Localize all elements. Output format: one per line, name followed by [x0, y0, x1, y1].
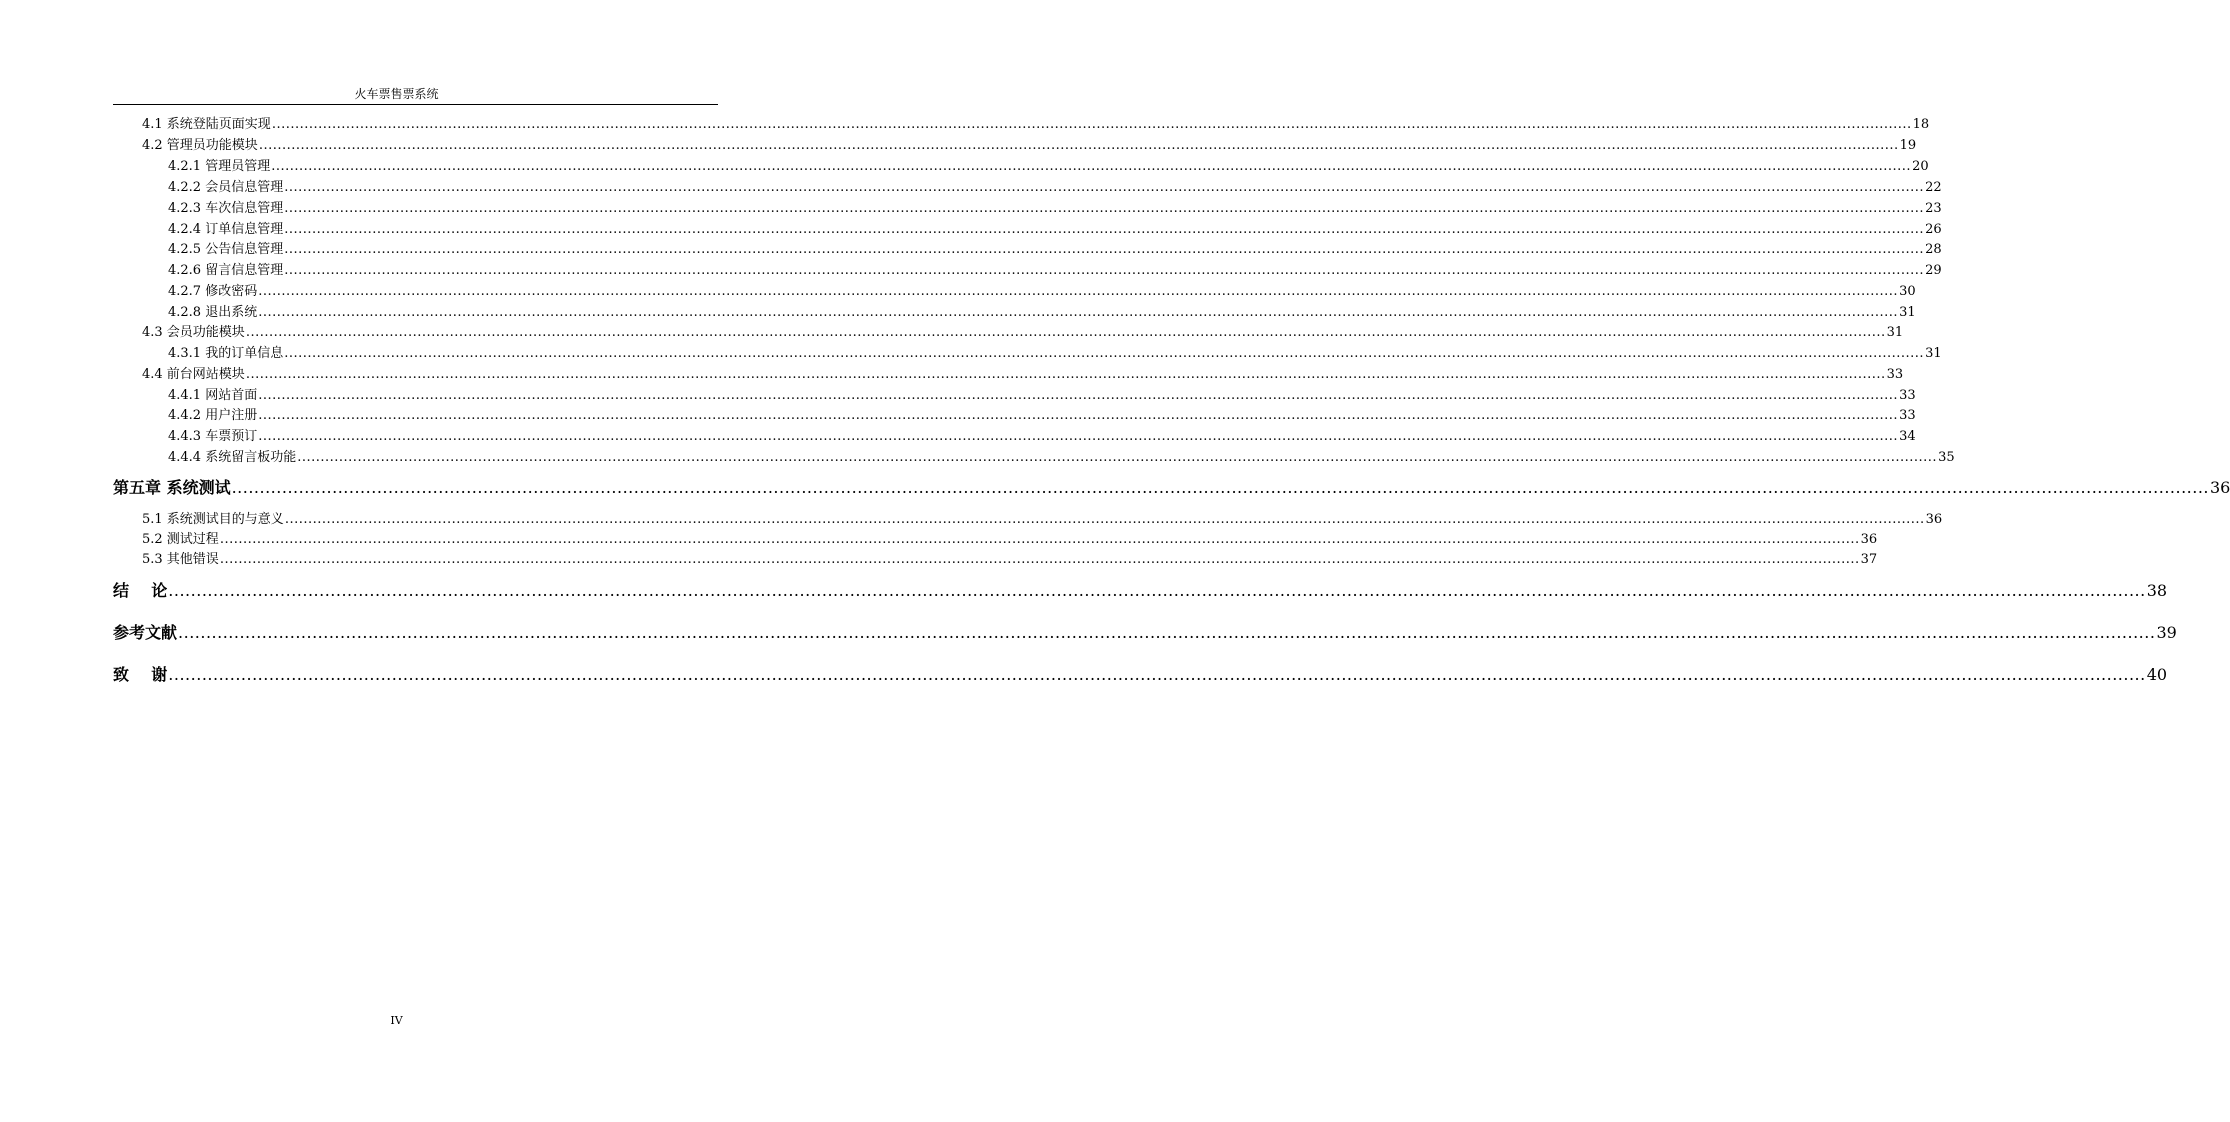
toc-entry-page: 34 — [1899, 429, 1916, 444]
toc-leader-dots: .................................................................................................................................................................................................................................................................................................................................................................. — [168, 581, 2146, 600]
toc-entry-4-1[interactable] — [142, 116, 1930, 136]
toc-entry-page: 33 — [1899, 388, 1916, 403]
toc-leader-dots: .................................................................................................................................................................................................................................................................................................................................................................. — [231, 478, 2209, 497]
toc-entry-label: 4.2.4 订单信息管理 — [168, 222, 284, 237]
toc-entry-label: 4.1 系统登陆页面实现 — [142, 117, 271, 132]
toc-leader-dots: .................................................................................................................................................................................................................................................................................................................................................................. — [258, 388, 1899, 403]
toc-entry-label: 5.3 其他错误 — [142, 552, 219, 567]
toc-entry-page: 39 — [2156, 623, 2177, 642]
toc-leader-dots: .................................................................................................................................................................................................................................................................................................................................................................. — [271, 117, 1912, 132]
toc-entry-page: 30 — [1899, 284, 1916, 299]
toc-entry-label: 4.2.1 管理员管理 — [168, 159, 271, 174]
toc-entry-page: 36 — [1925, 512, 1943, 527]
toc-entry-page: 36 — [2210, 478, 2230, 497]
toc-leader-dots: .................................................................................................................................................................................................................................................................................................................................................................. — [168, 665, 2146, 684]
toc-entry-page: 31 — [1886, 325, 1904, 340]
toc-leader-dots: .................................................................................................................................................................................................................................................................................................................................................................. — [284, 512, 1925, 527]
toc-leader-dots: .................................................................................................................................................................................................................................................................................................................................................................. — [258, 305, 1899, 320]
toc-entry-page: 31 — [1899, 305, 1916, 320]
toc-entry-label: 5.1 系统测试目的与意义 — [142, 512, 284, 527]
toc-entry-label: 致 谢 — [113, 665, 168, 684]
toc-entry-page: 38 — [2146, 581, 2168, 600]
toc-entry-label: 结 论 — [113, 581, 168, 600]
toc-entry-acknowledgements[interactable] — [113, 664, 2168, 690]
toc-entry-4-2-6[interactable] — [168, 262, 1942, 282]
toc-entry-4-4-1[interactable] — [168, 387, 1916, 407]
page-number: IV — [390, 1014, 403, 1027]
toc-leader-dots: .................................................................................................................................................................................................................................................................................................................................................................. — [258, 138, 1899, 153]
toc-entry-label: 5.2 测试过程 — [142, 532, 219, 547]
toc-entry-label: 4.3 会员功能模块 — [142, 325, 245, 340]
toc-leader-dots: .................................................................................................................................................................................................................................................................................................................................................................. — [271, 159, 1912, 174]
toc-entry-4-2-1[interactable] — [168, 158, 1929, 178]
toc-entry-5-2[interactable] — [142, 531, 1878, 551]
toc-entry-4-4-4[interactable] — [168, 449, 1955, 469]
toc-leader-dots: .................................................................................................................................................................................................................................................................................................................................................................. — [284, 222, 1925, 237]
toc-entry-page: 35 — [1938, 450, 1955, 465]
toc-entry-page: 23 — [1925, 201, 1942, 216]
toc-entry-4-2-8[interactable] — [168, 304, 1916, 324]
toc-entry-page: 37 — [1860, 552, 1878, 567]
toc-entry-page: 20 — [1912, 159, 1929, 174]
toc-entry-4-3-1[interactable] — [168, 345, 1942, 365]
toc-entry-chapter-5[interactable] — [113, 477, 2230, 503]
toc-entry-5-3[interactable] — [142, 551, 1878, 571]
toc-entry-4-2-4[interactable] — [168, 221, 1942, 241]
toc-entry-page: 22 — [1925, 180, 1942, 195]
toc-entry-page: 29 — [1925, 263, 1942, 278]
toc-leader-dots: .................................................................................................................................................................................................................................................................................................................................................................. — [284, 346, 1925, 361]
toc-entry-label: 4.2.6 留言信息管理 — [168, 263, 284, 278]
toc-entry-4-2[interactable] — [142, 137, 1917, 157]
toc-entry-label: 4.4 前台网站模块 — [142, 367, 245, 382]
toc-leader-dots: .................................................................................................................................................................................................................................................................................................................................................................. — [219, 532, 1860, 547]
toc-leader-dots: .................................................................................................................................................................................................................................................................................................................................................................. — [258, 408, 1899, 423]
toc-leader-dots: .................................................................................................................................................................................................................................................................................................................................................................. — [258, 429, 1899, 444]
toc-entry-label: 4.4.3 车票预订 — [168, 429, 258, 444]
toc-entry-page: 18 — [1912, 117, 1930, 132]
toc-entry-4-4-2[interactable] — [168, 407, 1916, 427]
toc-entry-5-1[interactable] — [142, 511, 1943, 531]
toc-entry-label: 4.2.7 修改密码 — [168, 284, 258, 299]
toc-leader-dots: .................................................................................................................................................................................................................................................................................................................................................................. — [284, 180, 1925, 195]
toc-entry-page: 40 — [2146, 665, 2168, 684]
toc-entry-label: 4.4.1 网站首面 — [168, 388, 258, 403]
toc-leader-dots: .................................................................................................................................................................................................................................................................................................................................................................. — [258, 284, 1899, 299]
toc-entry-page: 33 — [1899, 408, 1916, 423]
toc-leader-dots: .................................................................................................................................................................................................................................................................................................................................................................. — [219, 552, 1860, 567]
toc-leader-dots: .................................................................................................................................................................................................................................................................................................................................................................. — [284, 242, 1925, 257]
toc-entry-4-2-5[interactable] — [168, 241, 1942, 261]
header-divider — [113, 104, 718, 105]
toc-entry-label: 4.4.2 用户注册 — [168, 408, 258, 423]
toc-entry-label: 4.2.3 车次信息管理 — [168, 201, 284, 216]
toc-entry-label: 4.2.8 退出系统 — [168, 305, 258, 320]
toc-leader-dots: .................................................................................................................................................................................................................................................................................................................................................................. — [284, 201, 1925, 216]
toc-leader-dots: .................................................................................................................................................................................................................................................................................................................................................................. — [284, 263, 1925, 278]
toc-entry-4-2-3[interactable] — [168, 200, 1942, 220]
toc-entry-label: 4.2.5 公告信息管理 — [168, 242, 284, 257]
toc-leader-dots: .................................................................................................................................................................................................................................................................................................................................................................. — [245, 325, 1886, 340]
toc-entry-4-2-2[interactable] — [168, 179, 1942, 199]
toc-entry-4-3[interactable] — [142, 324, 1904, 344]
toc-entry-page: 28 — [1925, 242, 1942, 257]
toc-entry-page: 26 — [1925, 222, 1942, 237]
toc-entry-label: 4.2.2 会员信息管理 — [168, 180, 284, 195]
toc-leader-dots: .................................................................................................................................................................................................................................................................................................................................................................. — [178, 623, 2156, 642]
toc-entry-references[interactable] — [113, 622, 2177, 648]
toc-entry-conclusion[interactable] — [113, 580, 2168, 606]
toc-entry-4-4[interactable] — [142, 366, 1904, 386]
running-header-title: 火车票售票系统 — [354, 87, 439, 101]
toc-leader-dots: .................................................................................................................................................................................................................................................................................................................................................................. — [297, 450, 1938, 465]
toc-entry-page: 31 — [1925, 346, 1942, 361]
toc-entry-4-4-3[interactable] — [168, 428, 1916, 448]
toc-entry-4-2-7[interactable] — [168, 283, 1916, 303]
toc-entry-label: 4.3.1 我的订单信息 — [168, 346, 284, 361]
toc-leader-dots: .................................................................................................................................................................................................................................................................................................................................................................. — [245, 367, 1886, 382]
toc-entry-page: 33 — [1886, 367, 1904, 382]
toc-entry-label: 参考文献 — [113, 623, 178, 642]
toc-entry-label: 4.2 管理员功能模块 — [142, 138, 258, 153]
toc-entry-label: 4.4.4 系统留言板功能 — [168, 450, 297, 465]
toc-entry-page: 36 — [1860, 532, 1878, 547]
toc-entry-page: 19 — [1899, 138, 1917, 153]
toc-entry-label: 第五章 系统测试 — [113, 478, 231, 497]
